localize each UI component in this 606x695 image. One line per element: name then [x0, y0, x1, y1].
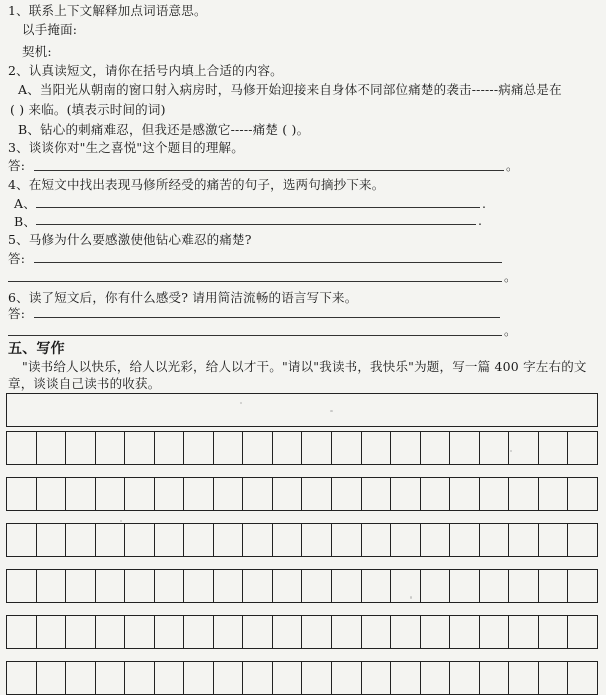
grid-cell[interactable] [332, 662, 362, 694]
grid-cell[interactable] [214, 662, 244, 694]
scan-speck [240, 402, 242, 404]
writing-prompt-line2: 章，谈谈自己读书的收获。 [8, 376, 161, 391]
grid-cell[interactable] [66, 570, 96, 602]
grid-cell[interactable] [7, 478, 37, 510]
grid-cell[interactable] [7, 432, 37, 464]
grid-cell[interactable] [302, 570, 332, 602]
grid-cell[interactable] [391, 570, 421, 602]
grid-cell[interactable] [421, 432, 451, 464]
grid-cell[interactable] [391, 616, 421, 648]
grid-cell[interactable] [362, 570, 392, 602]
q4-b-end-dot: . [478, 213, 483, 228]
grid-cell[interactable] [66, 616, 96, 648]
grid-cell[interactable] [66, 478, 96, 510]
q2-a-line1: A、当阳光从朝南的窗口射入病房时，马修开始迎接来自身体不同部位痛楚的袭击------病痛总是在 [18, 82, 562, 97]
grid-cell[interactable] [96, 478, 126, 510]
grid-cell[interactable] [421, 662, 451, 694]
grid-cell[interactable] [37, 570, 67, 602]
grid-cell[interactable] [302, 616, 332, 648]
grid-cell[interactable] [214, 432, 244, 464]
grid-cell[interactable] [539, 524, 569, 556]
q4-a-answer-line[interactable] [36, 207, 480, 208]
grid-cell[interactable] [155, 478, 185, 510]
grid-cell[interactable] [96, 662, 126, 694]
grid-cell[interactable] [125, 524, 155, 556]
grid-cell[interactable] [155, 662, 185, 694]
grid-cell[interactable] [96, 432, 126, 464]
grid-cell[interactable] [96, 570, 126, 602]
grid-cell[interactable] [155, 524, 185, 556]
scan-speck [120, 520, 122, 522]
grid-cell[interactable] [214, 616, 244, 648]
grid-cell[interactable] [7, 524, 37, 556]
q4-a-end-dot: . [482, 196, 487, 211]
grid-cell[interactable] [37, 524, 67, 556]
grid-cell[interactable] [480, 616, 510, 648]
grid-cell[interactable] [568, 662, 597, 694]
grid-cell[interactable] [391, 478, 421, 510]
grid-cell[interactable] [480, 570, 510, 602]
grid-cell[interactable] [243, 432, 273, 464]
grid-cell[interactable] [273, 616, 303, 648]
grid-cell[interactable] [539, 432, 569, 464]
q2-title: 2、认真读短文，请你在括号内填上合适的内容。 [8, 63, 283, 78]
grid-cell[interactable] [568, 478, 597, 510]
q6-answer-label: 答: [8, 306, 26, 321]
grid-cell[interactable] [243, 616, 273, 648]
grid-cell[interactable] [539, 478, 569, 510]
grid-cell[interactable] [450, 570, 480, 602]
writing-heading: 五、写作 [8, 341, 65, 357]
grid-cell[interactable] [125, 478, 155, 510]
grid-cell[interactable] [243, 478, 273, 510]
q1-item-1: 以手掩面: [22, 22, 78, 37]
grid-cell[interactable] [509, 616, 539, 648]
composition-grid-top-band[interactable] [6, 393, 598, 427]
q6-title: 6、读了短文后，你有什么感受? 请用简洁流畅的语言写下来。 [8, 290, 358, 305]
grid-cell[interactable] [480, 662, 510, 694]
grid-cell[interactable] [391, 432, 421, 464]
grid-cell[interactable] [509, 432, 539, 464]
q5-answer-line-1[interactable] [34, 262, 502, 263]
grid-row [6, 431, 598, 465]
q5-answer-label: 答: [8, 251, 26, 266]
grid-cell[interactable] [125, 432, 155, 464]
q1-title: 1、联系上下文解释加点词语意思。 [8, 3, 207, 18]
q5-title: 5、马修为什么要感激使他钻心难忍的痛楚? [8, 232, 252, 247]
grid-cell[interactable] [7, 570, 37, 602]
grid-cell[interactable] [450, 478, 480, 510]
grid-cell[interactable] [96, 524, 126, 556]
q6-end-dot: 。 [504, 323, 517, 338]
grid-cell[interactable] [509, 478, 539, 510]
grid-cell[interactable] [302, 478, 332, 510]
q3-answer-line[interactable] [34, 170, 504, 171]
grid-cell[interactable] [155, 570, 185, 602]
grid-cell[interactable] [184, 662, 214, 694]
grid-cell[interactable] [450, 616, 480, 648]
grid-cell[interactable] [450, 524, 480, 556]
grid-cell[interactable] [391, 662, 421, 694]
grid-cell[interactable] [214, 570, 244, 602]
grid-cell[interactable] [184, 524, 214, 556]
grid-cell[interactable] [362, 524, 392, 556]
q3-title: 3、谈谈你对"生之喜悦"这个题目的理解。 [8, 140, 244, 155]
grid-cell[interactable] [332, 616, 362, 648]
grid-cell[interactable] [37, 432, 67, 464]
grid-cell[interactable] [480, 524, 510, 556]
q6-answer-line-2[interactable] [8, 335, 502, 336]
grid-cell[interactable] [509, 570, 539, 602]
grid-cell[interactable] [155, 616, 185, 648]
grid-cell[interactable] [332, 570, 362, 602]
grid-cell[interactable] [66, 432, 96, 464]
grid-cell[interactable] [302, 662, 332, 694]
grid-cell[interactable] [568, 432, 597, 464]
grid-cell[interactable] [539, 616, 569, 648]
grid-cell[interactable] [421, 570, 451, 602]
grid-cell[interactable] [421, 478, 451, 510]
grid-cell[interactable] [362, 662, 392, 694]
grid-cell[interactable] [66, 524, 96, 556]
grid-cell[interactable] [96, 616, 126, 648]
grid-cell[interactable] [450, 662, 480, 694]
scan-speck [330, 410, 333, 412]
grid-cell[interactable] [37, 478, 67, 510]
grid-cell[interactable] [539, 662, 569, 694]
grid-cell[interactable] [125, 570, 155, 602]
grid-cell[interactable] [302, 432, 332, 464]
q4-b-answer-line[interactable] [36, 224, 476, 225]
grid-cell[interactable] [184, 432, 214, 464]
grid-row [6, 661, 598, 695]
writing-prompt-line1: "读书给人以快乐，给人以光彩，给人以才干。"请以"我读书，我快乐"为题，写一篇 400 字左右的文 [22, 359, 587, 374]
grid-cell[interactable] [243, 570, 273, 602]
grid-cell[interactable] [362, 616, 392, 648]
grid-cell[interactable] [273, 570, 303, 602]
grid-cell[interactable] [273, 478, 303, 510]
grid-cell[interactable] [184, 616, 214, 648]
grid-cell[interactable] [362, 478, 392, 510]
grid-cell[interactable] [125, 662, 155, 694]
q2-a-line2: ( ) 来临。(填表示时间的词) [10, 102, 166, 117]
grid-cell[interactable] [568, 570, 597, 602]
grid-cell[interactable] [509, 662, 539, 694]
grid-cell[interactable] [568, 524, 597, 556]
grid-cell[interactable] [332, 432, 362, 464]
q4-title: 4、在短文中找出表现马修所经受的痛苦的句子，选两句摘抄下来。 [8, 177, 385, 192]
grid-cell[interactable] [362, 432, 392, 464]
q5-end-dot: 。 [504, 269, 517, 284]
q1-item-2: 契机: [22, 44, 52, 59]
grid-cell[interactable] [421, 616, 451, 648]
grid-cell[interactable] [155, 432, 185, 464]
grid-cell[interactable] [214, 478, 244, 510]
grid-cell[interactable] [7, 662, 37, 694]
grid-cell[interactable] [302, 524, 332, 556]
grid-cell[interactable] [421, 524, 451, 556]
grid-cell[interactable] [37, 662, 67, 694]
grid-row [6, 615, 598, 649]
grid-cell[interactable] [184, 478, 214, 510]
grid-cell[interactable] [184, 570, 214, 602]
grid-cell[interactable] [480, 478, 510, 510]
q6-answer-line-1[interactable] [34, 317, 500, 318]
grid-row [6, 569, 598, 603]
q4-a-label: A、 [14, 196, 36, 211]
grid-cell[interactable] [480, 432, 510, 464]
scan-speck [510, 450, 512, 452]
grid-cell[interactable] [273, 662, 303, 694]
grid-cell[interactable] [509, 524, 539, 556]
grid-cell[interactable] [568, 616, 597, 648]
grid-cell[interactable] [273, 524, 303, 556]
q3-end-dot: 。 [506, 158, 519, 173]
grid-cell[interactable] [450, 432, 480, 464]
q2-b-line: B、钻心的刺痛难忍，但我还是感激它-----痛楚 ( )。 [18, 122, 310, 137]
grid-row [6, 523, 598, 557]
grid-cell[interactable] [66, 662, 96, 694]
grid-cell[interactable] [332, 478, 362, 510]
grid-cell[interactable] [539, 570, 569, 602]
grid-cell[interactable] [243, 662, 273, 694]
grid-cell[interactable] [37, 616, 67, 648]
grid-row [6, 477, 598, 511]
q5-answer-line-2[interactable] [8, 281, 502, 282]
grid-cell[interactable] [273, 432, 303, 464]
grid-cell[interactable] [7, 616, 37, 648]
scan-speck [410, 596, 412, 599]
q4-b-label: B、 [14, 214, 37, 229]
grid-cell[interactable] [332, 524, 362, 556]
grid-cell[interactable] [214, 524, 244, 556]
grid-cell[interactable] [391, 524, 421, 556]
grid-cell[interactable] [125, 616, 155, 648]
grid-cell[interactable] [243, 524, 273, 556]
q3-answer-label: 答: [8, 158, 26, 173]
